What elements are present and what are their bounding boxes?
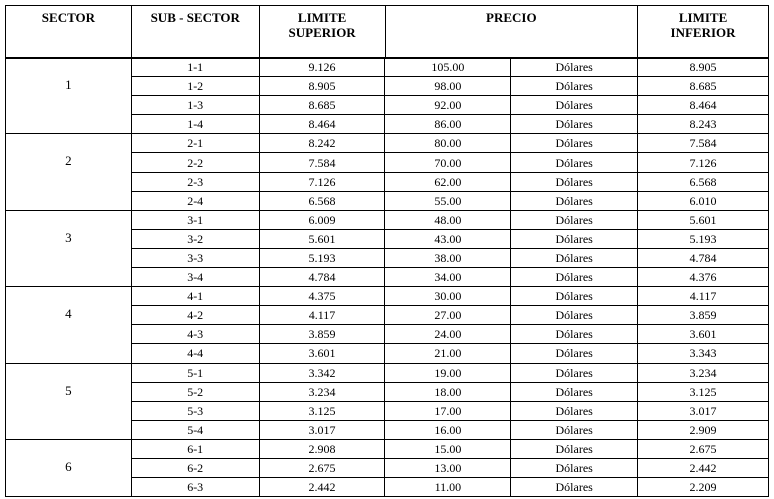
currency-cell: Dólares [511, 344, 638, 363]
limite-superior-cell: 6.568 [259, 191, 385, 210]
sub-sector-cell: 4-3 [131, 325, 259, 344]
limite-inferior-cell: 5.193 [638, 229, 769, 248]
currency-cell: Dólares [511, 210, 638, 229]
header-limite-superior: LIMITE SUPERIOR [259, 6, 385, 59]
currency-cell: Dólares [511, 401, 638, 420]
limite-inferior-cell: 5.601 [638, 210, 769, 229]
currency-cell: Dólares [511, 248, 638, 267]
price-cell: 11.00 [385, 478, 511, 497]
limite-superior-cell: 3.342 [259, 363, 385, 382]
currency-cell: Dólares [511, 229, 638, 248]
sector-cell: 6 [6, 439, 132, 496]
sub-sector-cell: 3-2 [131, 229, 259, 248]
limite-inferior-cell: 6.010 [638, 191, 769, 210]
header-table [5, 5, 769, 59]
limite-superior-cell: 9.126 [259, 58, 385, 77]
limite-inferior-cell: 4.117 [638, 287, 769, 306]
price-cell: 70.00 [385, 153, 511, 172]
currency-cell: Dólares [511, 96, 638, 115]
limite-inferior-cell: 8.464 [638, 96, 769, 115]
limite-superior-cell: 7.584 [259, 153, 385, 172]
sub-sector-cell: 5-1 [131, 363, 259, 382]
limite-inferior-cell: 2.675 [638, 439, 769, 458]
price-cell: 43.00 [385, 229, 511, 248]
limite-inferior-cell: 4.784 [638, 248, 769, 267]
header-sub-sector: SUB - SECTOR [131, 6, 259, 59]
sector-cell: 1 [6, 58, 132, 134]
sub-sector-cell: 5-2 [131, 382, 259, 401]
sub-sector-cell: 5-3 [131, 401, 259, 420]
sub-sector-cell: 4-1 [131, 287, 259, 306]
sub-sector-cell: 4-4 [131, 344, 259, 363]
currency-cell: Dólares [511, 58, 638, 77]
limite-superior-cell: 3.859 [259, 325, 385, 344]
price-cell: 92.00 [385, 96, 511, 115]
price-cell: 105.00 [385, 58, 511, 77]
limite-superior-cell: 2.675 [259, 458, 385, 477]
limite-superior-cell: 3.601 [259, 344, 385, 363]
sub-sector-cell: 6-3 [131, 478, 259, 497]
limite-inferior-cell: 3.125 [638, 382, 769, 401]
currency-cell: Dólares [511, 478, 638, 497]
price-cell: 38.00 [385, 248, 511, 267]
sub-sector-cell: 2-2 [131, 153, 259, 172]
header-precio: PRECIO [385, 6, 638, 59]
currency-cell: Dólares [511, 172, 638, 191]
table-row [6, 287, 769, 306]
limite-superior-cell: 8.464 [259, 115, 385, 134]
currency-cell: Dólares [511, 134, 638, 153]
limite-inferior-cell: 2.209 [638, 478, 769, 497]
limite-inferior-cell: 6.568 [638, 172, 769, 191]
sub-sector-cell: 2-1 [131, 134, 259, 153]
limite-superior-cell: 2.908 [259, 439, 385, 458]
limite-inferior-cell: 7.584 [638, 134, 769, 153]
price-cell: 21.00 [385, 344, 511, 363]
table-row [6, 210, 769, 229]
sub-sector-cell: 1-2 [131, 77, 259, 96]
table-row [6, 58, 769, 77]
sub-sector-cell: 2-3 [131, 172, 259, 191]
sub-sector-cell: 3-3 [131, 248, 259, 267]
price-cell: 98.00 [385, 77, 511, 96]
limite-inferior-cell: 8.905 [638, 58, 769, 77]
limite-superior-cell: 4.784 [259, 268, 385, 287]
price-cell: 80.00 [385, 134, 511, 153]
limite-inferior-cell: 3.343 [638, 344, 769, 363]
table-row [6, 134, 769, 153]
limite-superior-cell: 3.234 [259, 382, 385, 401]
price-cell: 86.00 [385, 115, 511, 134]
sub-sector-cell: 3-1 [131, 210, 259, 229]
table-row [6, 439, 769, 458]
price-cell: 19.00 [385, 363, 511, 382]
price-cell: 17.00 [385, 401, 511, 420]
currency-cell: Dólares [511, 268, 638, 287]
sub-sector-cell: 1-4 [131, 115, 259, 134]
limite-superior-cell: 4.117 [259, 306, 385, 325]
table-row [6, 363, 769, 382]
currency-cell: Dólares [511, 382, 638, 401]
price-cell: 62.00 [385, 172, 511, 191]
sub-sector-cell: 6-1 [131, 439, 259, 458]
limite-inferior-cell: 3.601 [638, 325, 769, 344]
limite-inferior-cell: 8.685 [638, 77, 769, 96]
price-cell: 34.00 [385, 268, 511, 287]
limite-inferior-cell: 3.017 [638, 401, 769, 420]
limite-inferior-cell: 3.859 [638, 306, 769, 325]
price-cell: 16.00 [385, 420, 511, 439]
currency-cell: Dólares [511, 191, 638, 210]
price-cell: 48.00 [385, 210, 511, 229]
header-row [6, 6, 769, 59]
currency-cell: Dólares [511, 153, 638, 172]
price-cell: 55.00 [385, 191, 511, 210]
limite-inferior-cell: 8.243 [638, 115, 769, 134]
currency-cell: Dólares [511, 420, 638, 439]
limite-superior-cell: 3.017 [259, 420, 385, 439]
limite-superior-cell: 5.193 [259, 248, 385, 267]
currency-cell: Dólares [511, 458, 638, 477]
limite-superior-cell: 3.125 [259, 401, 385, 420]
price-cell: 27.00 [385, 306, 511, 325]
currency-cell: Dólares [511, 287, 638, 306]
price-cell: 24.00 [385, 325, 511, 344]
limite-superior-cell: 7.126 [259, 172, 385, 191]
currency-cell: Dólares [511, 115, 638, 134]
sector-cell: 3 [6, 210, 132, 286]
sub-sector-cell: 1-3 [131, 96, 259, 115]
limite-inferior-cell: 2.909 [638, 420, 769, 439]
limite-superior-cell: 5.601 [259, 229, 385, 248]
currency-cell: Dólares [511, 77, 638, 96]
header-sector: SECTOR [6, 6, 132, 59]
sector-cell: 5 [6, 363, 132, 439]
limite-superior-cell: 8.905 [259, 77, 385, 96]
limite-superior-cell: 6.009 [259, 210, 385, 229]
data-table [5, 57, 769, 497]
sub-sector-cell: 5-4 [131, 420, 259, 439]
currency-cell: Dólares [511, 439, 638, 458]
sub-sector-cell: 4-2 [131, 306, 259, 325]
price-cell: 13.00 [385, 458, 511, 477]
currency-cell: Dólares [511, 363, 638, 382]
sector-cell: 2 [6, 134, 132, 210]
table-body [6, 58, 769, 497]
limite-superior-cell: 2.442 [259, 478, 385, 497]
limite-inferior-cell: 3.234 [638, 363, 769, 382]
limite-inferior-cell: 2.442 [638, 458, 769, 477]
limite-superior-cell: 8.685 [259, 96, 385, 115]
price-cell: 30.00 [385, 287, 511, 306]
sub-sector-cell: 3-4 [131, 268, 259, 287]
limite-inferior-cell: 4.376 [638, 268, 769, 287]
sub-sector-cell: 1-1 [131, 58, 259, 77]
currency-cell: Dólares [511, 306, 638, 325]
sector-cell: 4 [6, 287, 132, 363]
limite-superior-cell: 4.375 [259, 287, 385, 306]
limite-inferior-cell: 7.126 [638, 153, 769, 172]
price-cell: 15.00 [385, 439, 511, 458]
sub-sector-cell: 6-2 [131, 458, 259, 477]
currency-cell: Dólares [511, 325, 638, 344]
price-cell: 18.00 [385, 382, 511, 401]
sub-sector-cell: 2-4 [131, 191, 259, 210]
limite-superior-cell: 8.242 [259, 134, 385, 153]
header-limite-inferior: LIMITE INFERIOR [638, 6, 769, 59]
